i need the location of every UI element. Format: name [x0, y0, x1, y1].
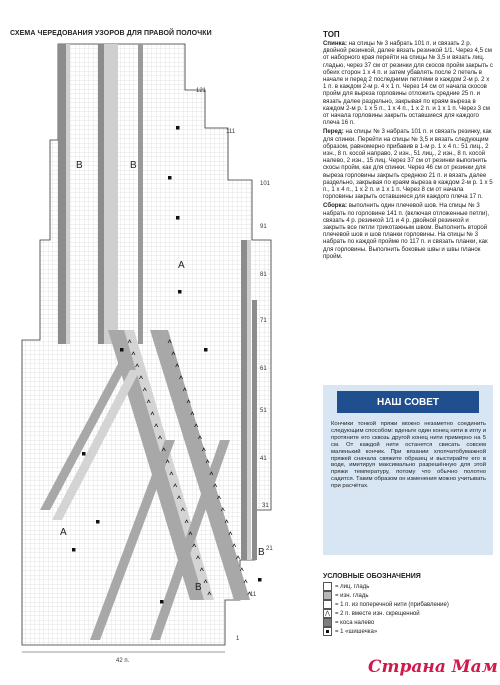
zone-label-a-2: A	[60, 527, 67, 538]
row-number: 1	[236, 636, 240, 642]
legend-title: УСЛОВНЫЕ ОБОЗНАЧЕНИЯ	[323, 573, 421, 580]
legend-row	[323, 627, 495, 636]
row-number: 51	[260, 408, 267, 414]
row-number: 121	[196, 88, 207, 94]
back-text: на спицы № 3 набрать 101 п. и связать 2 р. двойной резинкой, далее вязать резинкой 1/1. Через 4,5 см от наборного края перейти на спицы № 3,5 и вязать лиц. гладью, через 37 см от резинки для скосов пройм закрыть с обеих сторон 1 х 4 п. и затем убавлять после 2 петель в начале и перед 2 последними петлями в каждом 2-м р. 2 х 1 п. в каждом 2-м р. 4 х 1 п. Через 14 см от начала скосов пройм для выреза горловины отложить средние 25 п. и вязать далее раздельно, закрывая по краям выреза в каждом 2-м р. 1 х 5 п., 1 х 4 п., 1 х 2 п. и 1 х 1 п. Через 3 см от начала горловины закрыть оставшиеся для каждого плеча 16 п.	[323, 40, 493, 127]
bobble-mark	[72, 548, 76, 552]
legend-row	[323, 591, 495, 600]
zone-label-b-1: B	[76, 160, 83, 171]
side-column-right-2	[252, 300, 257, 560]
legend-label: = 1 «шишечка»	[335, 628, 378, 635]
instructions-column	[323, 30, 493, 262]
side-column-right-inner	[247, 240, 251, 560]
front-label: Перед:	[323, 128, 344, 136]
row-number: 81	[260, 272, 267, 278]
back-instructions	[323, 40, 493, 126]
chart-title: СХЕМА ЧЕРЕДОВАНИЯ УЗОРОВ ДЛЯ ПРАВОЙ ПОЛОЧКИ	[10, 30, 212, 37]
legend-row	[323, 618, 495, 627]
legend-row	[323, 609, 495, 618]
bobble-mark	[82, 452, 86, 456]
bobble-mark	[168, 176, 172, 180]
bobble-mark	[176, 216, 180, 220]
legend-label: = 1 п. из поперечной нити (прибавление)	[335, 601, 449, 608]
decrease-mark	[240, 568, 243, 571]
width-label: 42 п.	[116, 658, 130, 664]
side-column-right	[241, 240, 247, 560]
legend-row	[323, 582, 495, 591]
cable-column-right-inner	[104, 44, 118, 344]
row-number: 91	[260, 224, 267, 230]
row-number: 21	[266, 546, 273, 552]
assembly-instructions	[323, 202, 493, 260]
bobble-mark	[120, 348, 124, 352]
cable-column-left	[58, 44, 66, 344]
front-instructions	[323, 128, 493, 200]
watermark-logo: Страна Мам	[368, 657, 498, 677]
row-number: 41	[260, 456, 267, 462]
bobble-mark	[204, 348, 208, 352]
legend-label: = коса налево	[335, 619, 375, 626]
cable-column-edge	[138, 44, 143, 344]
zone-label-b-2: B	[130, 160, 137, 171]
row-number: 111	[226, 129, 236, 135]
knit-stitch-icon	[323, 582, 332, 591]
row-number: 11	[250, 592, 257, 598]
front-text: на спицы № 3 набрать 101 п. и связать резинку, как для спинки. Перейти на спицы № 3,5 и вязать следующим образом, равномерно прибавив в 1-м р. 1 х 4 п.: 51 лиц., 2 изн., 8 п. косой направо, 2 изн., 51 лиц., 2 изн., 8 п. косой налево, 2 изн., 15 лиц. Через 37 см от резинки выполнить скосы пройм, как для спинки. Через 46 см от резинки для выреза горловины закрыть среднюю 21 п. и вязать далее раздельно, закрывая по краям выреза в каждом 2-м р. 1 х 5 п., 1 х 4 п., 1 х 2 п. и 1 х 1 п. Через 8 см от начала горловины закрыть оставшиеся для каждого плеча 17 п.	[323, 128, 493, 201]
increase-icon	[323, 600, 332, 609]
legend-label: = лиц. гладь	[335, 583, 370, 590]
legend-label: = 2 п. вместе изн. скрещенной	[335, 610, 420, 617]
cable-left-icon	[323, 618, 332, 627]
tip-text: Кончики тонкой пряжи можно незаметно соединить следующим способом: вденьте один конец нити в иглу и протяните его сквозь другой конец нити примерно на 5 см. От каждой нити останется свисать совсем маленький кончик. При вязании хлопчатобумажной пряжей сначала свяжите образец и выстирайте его в воде, имитируя максимально разрешённую для этой пряжи температуру, потому что обычно полотно садится. Таким образом он изменения можно учитывать при расчётах.	[331, 421, 486, 490]
legend	[323, 573, 495, 636]
bobble-mark	[160, 600, 164, 604]
section-heading: ТОП	[323, 30, 340, 39]
bobble-icon	[323, 627, 332, 636]
assembly-text: выполнить один плечевой шов. На спицы № 3 набрать по горловине 141 п. (включая отложенные петли), связать 4 р. резинкой 1/1 и 4 р. двойной резинкой и закрыть все петли трикотажным швом. Выполнить второй плечевой шов и шов планки горловины. На спицы № 3 набрать по каждой пройме по 117 п. и связать планки, как для горловины. Выполнить боковые швы и швы планок пройм.	[323, 202, 490, 260]
bobble-mark	[96, 520, 100, 524]
decrease-mark	[244, 580, 247, 583]
row-number: 31	[262, 503, 269, 509]
back-label: Спинка:	[323, 40, 347, 47]
row-number: 71	[260, 318, 267, 324]
zone-label-a-1: A	[178, 260, 185, 271]
row-number: 101	[260, 181, 271, 187]
tip-box	[323, 385, 493, 555]
cable-column-left-inner	[66, 44, 70, 344]
bobble-mark	[176, 126, 180, 130]
bobble-mark	[258, 578, 262, 582]
zone-label-b-3: B	[195, 582, 202, 593]
purl-stitch-icon	[323, 591, 332, 600]
cable-column-right	[98, 44, 104, 344]
legend-label: = изн. гладь	[335, 592, 369, 599]
assembly-label: Сборка:	[323, 202, 347, 210]
tip-heading: НАШ СОВЕТ	[337, 391, 479, 413]
bobble-mark	[178, 290, 182, 294]
decrease-icon: ⋀	[323, 609, 332, 618]
zone-label-b-4: B	[258, 547, 265, 558]
legend-row	[323, 600, 495, 609]
row-number: 61	[260, 366, 267, 372]
